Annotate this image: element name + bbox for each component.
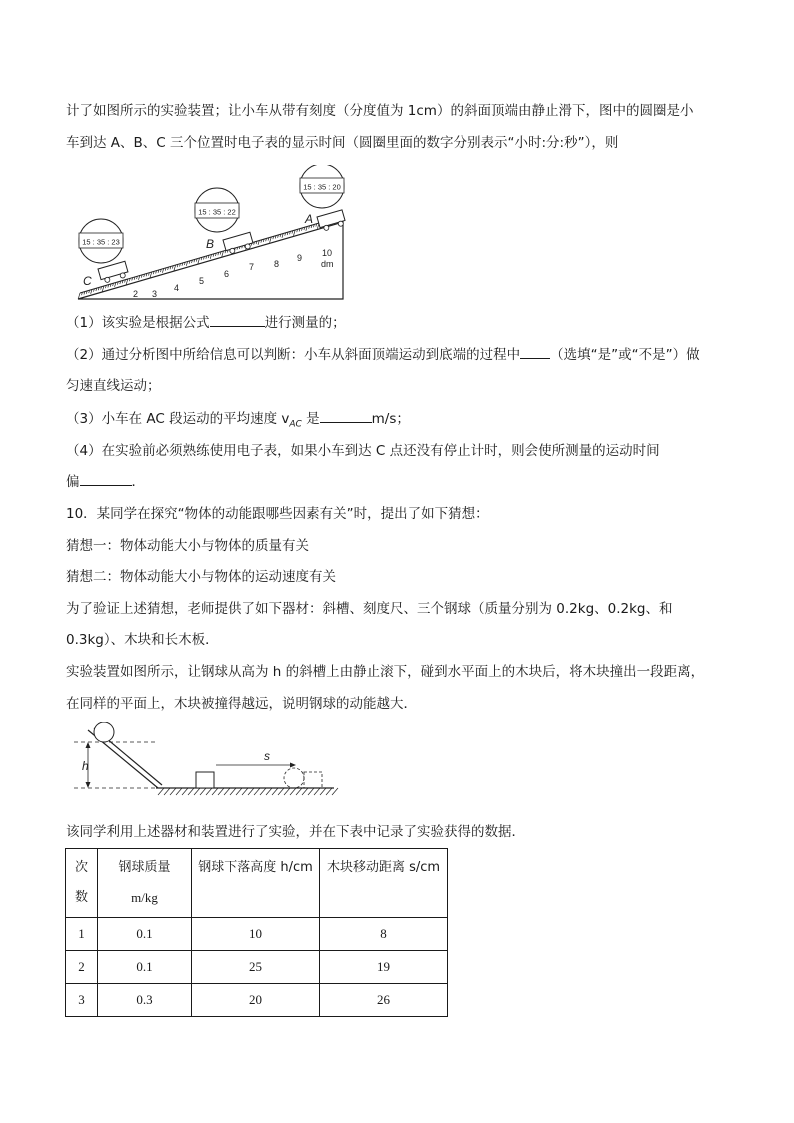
cell-mass: 0.1 <box>98 951 192 984</box>
hatch-line <box>242 788 248 795</box>
label-h: h <box>82 759 89 773</box>
ball-end-position <box>284 768 304 788</box>
tick-label-10: 10 <box>322 248 333 258</box>
hatch-line <box>326 788 332 795</box>
tick-label: 7 <box>249 262 255 272</box>
cell-count: 2 <box>66 951 98 984</box>
clock-c <box>79 219 123 263</box>
hatch-line <box>278 788 284 795</box>
setup-line-1: 实验装置如图所示，让钢球从高为 h 的斜槽上由静止滚下，碰到水平面上的木块后，将木块撞出一段距离， <box>66 664 705 680</box>
q3-text-a: （3）小车在 AC 段运动的平均速度 v <box>66 411 290 427</box>
question-4-cont <box>66 472 145 492</box>
header-distance-text: 木块移动距离 s/cm <box>326 860 441 875</box>
cell-distance: 19 <box>320 951 448 984</box>
cell-distance: 26 <box>320 984 448 1017</box>
table-row <box>66 984 448 1017</box>
hatch-line <box>170 788 176 795</box>
q2-answer-blank[interactable] <box>520 345 550 359</box>
hatch-line <box>188 788 194 795</box>
label-c: C <box>83 274 92 288</box>
q3-subscript: AC <box>289 419 302 430</box>
label-a: A <box>305 212 314 226</box>
cell-height: 20 <box>192 984 320 1017</box>
cart-c <box>98 261 129 284</box>
intro-line-2: 车到达 A、B、C 三个位置时电子表的显示时间（圆圈里面的数字分别表示“小时:分:秒”），则 <box>66 135 619 151</box>
cell-height: 25 <box>192 951 320 984</box>
hatch-line <box>212 788 218 795</box>
header-height <box>192 849 320 918</box>
header-mass-line2: m/kg <box>131 890 158 905</box>
hatch-line <box>266 788 272 795</box>
tick-label: 3 <box>152 289 158 299</box>
hatch-line <box>182 788 188 795</box>
hatch-line <box>284 788 290 795</box>
tick-label: 9 <box>297 253 303 263</box>
question-2 <box>66 345 700 365</box>
hatch-line <box>224 788 230 795</box>
incline-figure <box>66 165 356 305</box>
clock-a <box>300 165 344 208</box>
cell-count: 1 <box>66 918 98 951</box>
label-s: s <box>264 749 270 763</box>
tick-label: 2 <box>133 289 139 299</box>
q2-text-b: （选填“是”或“不是”）做 <box>550 347 700 363</box>
ground-hatch <box>158 788 338 795</box>
hatch-line <box>218 788 224 795</box>
hatch-line <box>302 788 308 795</box>
q1-answer-blank[interactable] <box>210 313 265 327</box>
question-2-cont: 匀速直线运动； <box>66 378 161 394</box>
hatch-line <box>200 788 206 795</box>
ruler-unit: dm <box>321 259 334 269</box>
hatch-line <box>230 788 236 795</box>
q4-text-b: 偏 <box>66 474 80 490</box>
clock-c-time: 15 : 35 : 23 <box>82 237 120 247</box>
hypothesis-1: 猜想一：物体动能大小与物体的质量有关 <box>66 538 309 554</box>
q3-text-b: 是 <box>301 411 320 427</box>
steel-ball <box>94 722 114 742</box>
hatch-line <box>290 788 296 795</box>
cell-distance: 8 <box>320 918 448 951</box>
equipment-line-2: 0.3kg）、木块和长木板． <box>66 632 219 648</box>
tick-label: 6 <box>224 269 230 279</box>
clock-b-time: 15 : 35 : 22 <box>198 207 236 217</box>
q4-text-c: ． <box>131 474 145 490</box>
header-mass <box>98 849 192 918</box>
clock-a-time: 15 : 35 : 20 <box>303 182 341 192</box>
hatch-line <box>272 788 278 795</box>
hatch-line <box>206 788 212 795</box>
q1-text-b: 进行测量的； <box>264 315 346 331</box>
question-1 <box>66 313 346 333</box>
hatch-line <box>308 788 314 795</box>
hatch-line <box>236 788 242 795</box>
hatch-line <box>296 788 302 795</box>
cell-mass: 0.1 <box>98 918 192 951</box>
header-mass-line1: 钢球质量 <box>118 860 171 875</box>
hatch-line <box>254 788 260 795</box>
cell-count: 3 <box>66 984 98 1017</box>
clock-b <box>195 188 239 232</box>
header-count-line1: 次 <box>74 860 88 875</box>
cell-mass: 0.3 <box>98 984 192 1017</box>
wood-block <box>196 772 214 788</box>
question-3 <box>66 409 410 435</box>
ramp-figure <box>72 722 342 797</box>
q4-answer-blank[interactable] <box>80 472 132 486</box>
hatch-line <box>260 788 266 795</box>
cell-height: 10 <box>192 918 320 951</box>
tick-label: 8 <box>274 259 280 269</box>
hatch-line <box>176 788 182 795</box>
block-end-position <box>304 772 322 788</box>
table-row <box>66 918 448 951</box>
table-header-row <box>66 849 448 918</box>
question-4: （4）在实验前必须熟练使用电子表，如果小车到达 C 点还没有停止计时，则会使所测量的运动时间 <box>66 443 660 459</box>
intro-line-1: 计了如图所示的实验装置；让小车从带有刻度（分度值为 1cm）的斜面顶端由静止滑下，图中的圆圈是小 <box>66 103 694 119</box>
table-intro: 该同学利用上述器材和装置进行了实验，并在下表中记录了实验获得的数据． <box>66 824 525 840</box>
hatch-line <box>248 788 254 795</box>
header-height-text: 钢球下落高度 h/cm <box>198 860 313 875</box>
setup-line-2: 在同样的平面上，木块被撞得越远，说明钢球的动能越大． <box>66 696 417 712</box>
hatch-line <box>314 788 320 795</box>
q3-text-c: m/s； <box>371 411 410 427</box>
q1-text-a: （1）该实验是根据公式 <box>66 315 210 331</box>
header-count <box>66 849 98 918</box>
hatch-line <box>320 788 326 795</box>
table-row <box>66 951 448 984</box>
tick-label: 4 <box>174 283 180 293</box>
equipment-line-1: 为了验证上述猜想，老师提供了如下器材：斜槽、刻度尺、三个钢球（质量分别为 0.2kg、0.2kg、和 <box>66 601 673 617</box>
q2-text-a: （2）通过分析图中所给信息可以判断：小车从斜面顶端运动到底端的过程中 <box>66 347 521 363</box>
header-count-line2: 数 <box>74 890 88 905</box>
problem10-title: 10．某同学在探究“物体的动能跟哪些因素有关”时，提出了如下猜想： <box>66 506 489 522</box>
hatch-line <box>194 788 200 795</box>
hatch-line <box>158 788 164 795</box>
hatch-line <box>164 788 170 795</box>
header-distance <box>320 849 448 918</box>
hatch-line <box>332 788 338 795</box>
label-b: B <box>206 237 215 251</box>
data-table <box>65 848 448 1017</box>
q3-answer-blank[interactable] <box>320 409 372 423</box>
hypothesis-2: 猜想二：物体动能大小与物体的运动速度有关 <box>66 569 336 585</box>
tick-label: 5 <box>199 276 205 286</box>
